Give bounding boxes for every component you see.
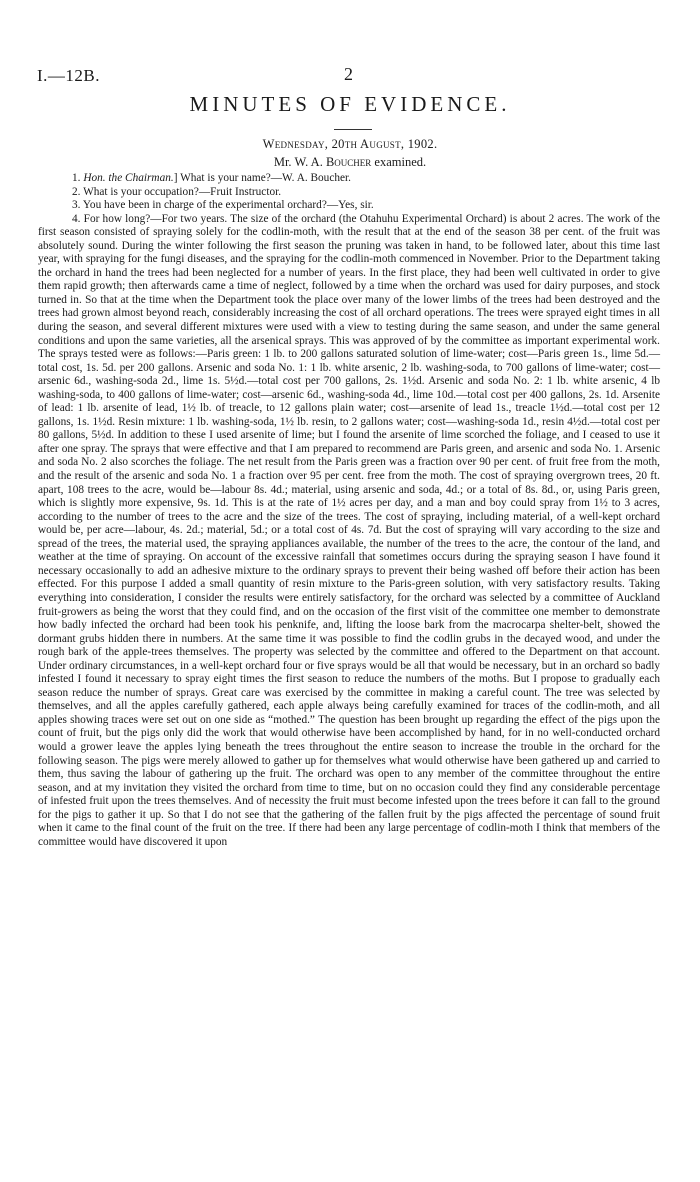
paper-reference: I.—12B. [37,66,100,85]
question-speaker: Hon. the Chairman. [83,172,174,184]
question-2 [38,186,660,200]
question-4 [38,213,660,850]
witness-line [0,155,700,170]
evidence-body [38,172,660,849]
question-text: You have been in charge of the experimental orchard?—Yes, sir. [82,199,374,212]
witness-prefix: Mr. W. A. [273,155,326,169]
session-date: Wednesday, 20th August, 1902. [262,137,438,151]
question-number: 4. [72,212,81,225]
question-text: For how long?—For two years. The size of the orchard (the Otahuhu Experimental Orchard) is about 2 acres. The work of the first season consisted of spraying solely for the codlin-moth, with the result that at the end of the season 38 per cent. of the fruit was absolutely sound. During the winter following the first season the pruning was taken in hand, to be followed later, about this time last year, with spraying for the fungi diseases, and the spraying for the codlin-moth commenced in November. Prior to the Department taking the orchard in hand the trees had been neglected for a number of years. In the first place, they had been well cultivated in order to give them rapid growth; then afterwards came a time of neglect, followed by a time when the orchard was used for dairy purposes, and stock turned in. So that at the time when the Department took the place over many of the lower limbs of the trees had been destroyed and the trees had grown almost beyond reach, considerably increasing the cost of all orchard operations. The trees were sprayed eight times in all during the season, and several different mixtures were used with a view to testing during the same season, and under the same general conditions and upon the same varieties, all the arsenical sprays. This was approved of by the committee as important experimental work. The sprays tested were as follows:—Paris green: 1 lb. to 200 gallons saturated solution of lime-water; cost—Paris green 1s., lime 5d.—total cost, 1s. 5d. per 200 gallons. Arsenic and soda No. 1: 1 lb. white arsenic, 2 lb. washing-soda, to 700 gallons of lime-water; cost—arsenic 6d., washing-soda 2d., lime 1s. 5½d.—total cost per 700 gallons, 2s. 1½d. Arsenic and soda No. 2: 1 lb. white arsenic, 4 lb washing-soda, to 400 gallons of lime-water; cost—arsenic 6d., washing-soda 4d., lime 10d.—total cost per 400 gallons, 2s. 1d. Arsenite of lead: 1 lb. arsenite of lead, 1½ lb. of treacle, to 12 gallons plain water; cost—arsenite of lead 1s., treacle 1½d.—total cost per 12 gallons, 1s. 1½d. Resin mixture: 1 lb. washing-soda, 1½ lb. resin, to 2 gallons water; cost—washing-soda 1d., resin 4½d.—total cost per 80 gallons, 5½d. In addition to these I used arsenite of lime; but I found the arsenite of lime scorched the foliage, and I ceased to use it after one spray. The sprays that were effective and that I am prepared to recommend are Paris green, and arsenic and soda No. 1. Arsenic and soda No. 2 also scorches the foliage. The net result from the Paris green was a fraction over 90 per cent. of fruit free from the moth, and the result of the arsenic and soda No. 1 a fraction over 95 per cent. free from the moth. The cost of spraying overgrown trees, 20 ft. apart, 108 trees to the acre, would be—labour 8s. 4d.; material, using arsenic and soda, 4d.; or a total of 8s. 8d., or, using Paris green, which is slightly more expensive, 9s. 1d. This is at the rate of 1½ acres per day, and a man and boy could spray from 1½ to 3 acres, according to the number of trees to the acre and the size of the trees. The cost of spraying, including material, of a well-kept orchard would be, per acre—labour, 4s. 2d.; material, 5d.; or a total cost of 4s. 7d. But the cost of spraying will vary according to the size and spread of the trees, the material used, the spraying appliances available, the number of the trees to the acre, the contour of the land, and weather at the time of spraying. On account of the excessive rainfall that sometimes occurs during the spraying season I have found it necessary occasionally to add an adhesive mixture to the ordinary sprays to prevent their being washed off before their action has been effected. For this purpose I added a small quantity of resin mixture to the Paris-green solution, with very satisfactory results. Taking everything into consideration, I consider the results were entirely satisfactory, for the orchard was selected by a committee of Auckland fruit-growers as being the worst that they could find, and on the occasion of the first visit of the committee one member to demonstrate how badly infected the orchard had been took his penknife, and, lifting the loose bark from the macrocarpa shelter-belt, showed the dormant grubs hidden there in numbers. At the same time it was possible to find the codlin grubs in the decayed wood, and under the rough bark of the apple-trees themselves. The property was selected by the committee and offered to the Department on that account. Under ordinary circumstances, in a well-kept orchard four or five sprays would be all that would be necessary, but in an orchard so badly infested I found it necessary to spray eight times the first season to reduce the numbers of the moths. But I propose to gradually each season reduce the number of sprays. Great care was exercised by the committee in making a careful count. The tree was selected by themselves, and all the apples carefully gathered, each apple always being carefully examined for traces of the codlin-moth, and all apples showing traces were set out on one side as “mothed.” The question has been brought up regarding the effect of the pigs upon the count of fruit, but the pigs only did the work that would otherwise have been accomplished by hand, for in no well-conducted orchard would a grower leave the apples lying beneath the trees throughout the entire season to increase the trouble in the orchard for the following season. The pigs were merely allowed to gather up for themselves what would otherwise have been gathered up and carried to them, thus saving the labour of gathering up the fruit. The orchard was open to any member of the committee throughout the entire season, and at my invitation they visited the orchard from time to time, but on no occasion could they find any considerable percentage of infested fruit upon the trees themselves. And of necessity the fruit must become infested upon the trees before it can fall to the ground for the pigs to gather it up. So that I do not see that the gathering of the fallen fruit by the pigs affected the percentage of sound fruit when it came to the final count of the fruit on the tree. If there had been any large percentage of codlin-moth I think that members of the committee would have discovered it upon [38,212,661,848]
question-3 [38,199,660,213]
question-number: 2. [72,185,81,198]
question-number: 1. [72,172,81,184]
question-text: ] What is your name?—W. A. Boucher. [173,172,351,184]
question-number: 3. [72,199,81,212]
question-text: What is your occupation?—Fruit Instructor. [83,185,282,198]
title-divider [334,129,372,130]
page-number: 2 [344,64,353,84]
page-title: MINUTES OF EVIDENCE. [189,92,511,116]
question-1 [38,172,660,186]
witness-suffix: examined. [371,155,427,169]
witness-name: Boucher [325,155,372,169]
